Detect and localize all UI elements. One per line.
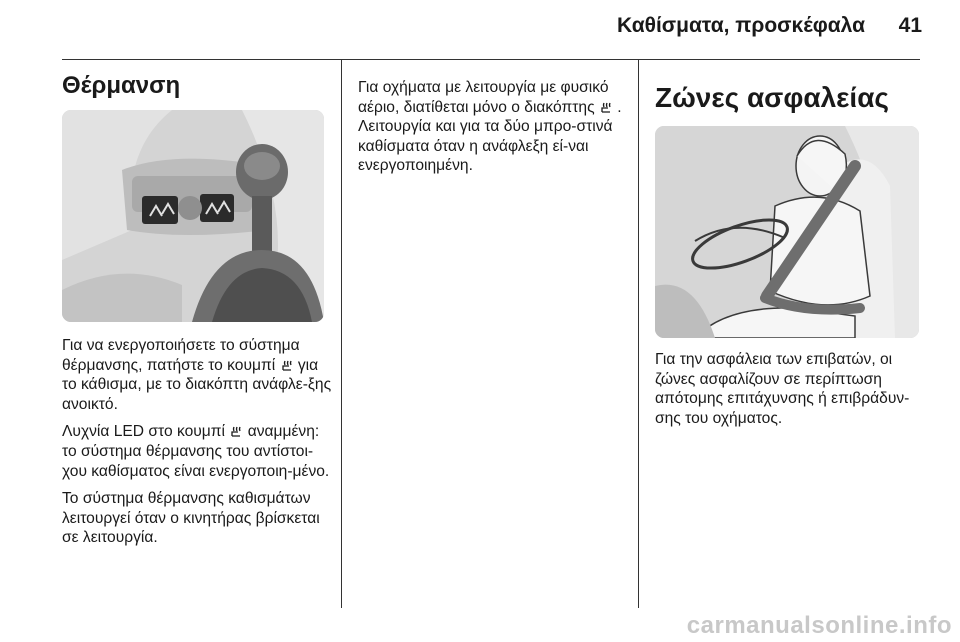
- seat-belt-paragraph: Για την ασφάλεια των επιβατών, οι ζώνες ασφαλίζουν σε περίπτωση απότομης επιτάχυνσης ή επιβράδυν-σης του οχήματος.: [655, 351, 910, 427]
- header-rule: [62, 59, 920, 60]
- seat-belt-intro: [655, 350, 925, 436]
- heating-paragraph-1: [62, 336, 332, 414]
- column-divider-left: [341, 60, 342, 608]
- gas-note-paragraph: [358, 78, 628, 176]
- seat-heating-console-illustration: [62, 110, 324, 322]
- gas-note-text-b: . Λειτουργία και για τα δύο μπρο-στινά καθίσματα όταν η ανάφλεξη εί-ναι ενεργοποιημένη.: [358, 98, 622, 175]
- heating-p2-text-a: Λυχνία LED στο κουμπί: [62, 423, 225, 441]
- heating-paragraph-2: [62, 422, 332, 481]
- heating-p2-text-b: αναμμένη: το σύστημα θέρμανσης του αντίστοι-χου καθίσματος είναι ενεργοποιη-μένο.: [62, 423, 330, 480]
- page-number: 41: [898, 14, 922, 37]
- heating-paragraph-3: Το σύστημα θέρμανσης καθισμάτων λειτουργεί όταν ο κινητήρας βρίσκεται σε λειτουργία.: [62, 490, 320, 547]
- seat-belt-driver-illustration: [655, 126, 919, 338]
- seat-heating-icon: [280, 358, 294, 372]
- heating-p1-text-b: για το κάθισμα, με το διακόπτη ανάφλε-ξης ανοικτό.: [62, 356, 332, 413]
- section-heading-heating: Θέρμανση: [62, 72, 181, 99]
- column-divider-right: [638, 60, 639, 608]
- seat-heating-icon: [229, 424, 243, 438]
- heating-p1-text-a: Για να ενεργοποιήσετε το σύστημα θέρμανσης, πατήστε το κουμπί: [62, 337, 300, 374]
- section-heading-seat-belts: Ζώνες ασφαλείας: [655, 82, 889, 113]
- heating-instructions: [62, 336, 332, 556]
- gas-vehicle-note: [358, 78, 628, 184]
- gas-note-text-a: Για οχήματα με λειτουργία με φυσικό αέριο, διατίθεται μόνο ο διακόπτης: [358, 79, 609, 116]
- page-header-title: Καθίσματα, προσκέφαλα: [617, 14, 865, 37]
- seat-heating-icon: [599, 100, 613, 114]
- watermark: carmanualsonline.info: [686, 612, 952, 639]
